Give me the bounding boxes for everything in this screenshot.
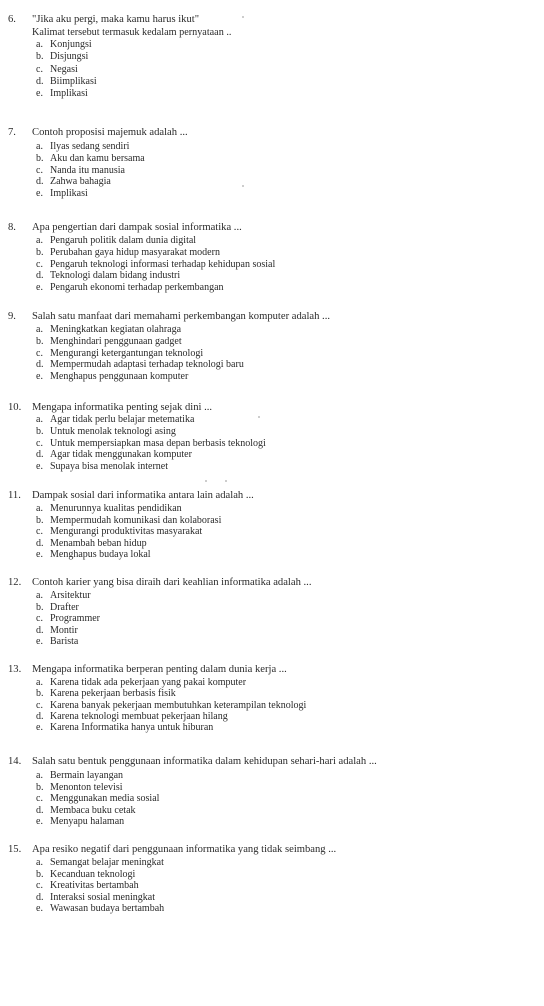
option-a — [36, 770, 159, 782]
question-subtext: Kalimat tersebut termasuk kedalam pernyataan .. — [32, 27, 232, 38]
option-text: Membaca buku cetak — [50, 804, 136, 816]
option-text: Interaksi sosial meningkat — [50, 891, 155, 903]
option-b — [36, 602, 100, 614]
option-e — [36, 816, 159, 828]
option-a — [36, 324, 244, 336]
option-text: Ilyas sedang sendiri — [50, 141, 130, 152]
option-letter: d. — [36, 624, 44, 636]
option-e — [36, 549, 221, 561]
option-text: Arsitektur — [50, 590, 91, 601]
scan-speck — [258, 416, 260, 418]
option-a — [36, 39, 97, 51]
option-d — [36, 76, 97, 88]
option-list — [36, 141, 145, 200]
option-text: Drafter — [50, 601, 79, 613]
option-letter: c. — [36, 880, 43, 892]
option-letter: d. — [36, 449, 44, 461]
option-letter: b. — [36, 335, 44, 347]
option-c — [36, 64, 97, 76]
option-text: Mengurangi ketergantungan teknologi — [50, 347, 204, 359]
option-letter: a. — [36, 39, 43, 50]
question-stem — [8, 222, 242, 234]
question-stem — [8, 756, 377, 768]
question-number: 11. — [8, 490, 21, 501]
option-letter: e. — [36, 722, 43, 734]
option-e — [36, 371, 244, 383]
option-letter: d. — [36, 176, 44, 188]
scan-speck — [225, 480, 227, 482]
option-letter: b. — [36, 781, 44, 793]
option-b — [36, 336, 244, 348]
option-e — [36, 88, 97, 100]
question-number: 14. — [8, 756, 22, 767]
question-text: Contoh proposisi majemuk adalah ... — [32, 127, 188, 138]
option-letter: d. — [36, 891, 44, 903]
option-text: Menggunakan media sosial — [50, 793, 160, 805]
option-c — [36, 438, 266, 450]
option-e — [36, 903, 164, 915]
option-text: Menyapu halaman — [50, 816, 125, 828]
option-list — [36, 857, 164, 915]
option-b — [36, 51, 97, 63]
option-text: Mempermudah komunikasi dan kolaborasi — [50, 514, 222, 526]
option-e — [36, 461, 266, 473]
option-letter: b. — [36, 425, 44, 437]
option-d — [36, 270, 275, 282]
option-letter: c. — [36, 164, 43, 176]
question-text: Salah satu bentuk penggunaan informatika dalam kehidupan sehari-hari adalah ... — [32, 756, 377, 767]
option-text: Aku dan kamu bersama — [50, 152, 145, 164]
option-letter: e. — [36, 549, 43, 561]
option-c — [36, 613, 100, 625]
option-list — [36, 39, 97, 100]
option-letter: b. — [36, 601, 44, 613]
option-letter: b. — [36, 51, 44, 63]
option-text: Wawasan budaya bertambah — [50, 903, 165, 915]
option-text: Implikasi — [50, 188, 88, 200]
option-letter: a. — [36, 324, 43, 335]
question-stem — [8, 402, 212, 414]
question-text: Salah satu manfaat dari memahami perkembangan komputer adalah ... — [32, 311, 330, 322]
option-c — [36, 700, 306, 711]
option-list — [36, 503, 221, 561]
option-c — [36, 348, 244, 360]
option-letter: a. — [36, 503, 43, 514]
option-letter: a. — [36, 590, 43, 601]
option-letter: e. — [36, 371, 43, 383]
option-e — [36, 636, 100, 648]
option-d — [36, 805, 159, 817]
option-a — [36, 677, 306, 688]
option-text: Nanda itu manusia — [50, 164, 125, 176]
option-a — [36, 590, 100, 602]
option-text: Untuk menolak teknologi asing — [50, 425, 176, 437]
option-list — [36, 414, 266, 473]
option-a — [36, 503, 221, 515]
option-a — [36, 414, 266, 426]
question-stem — [8, 490, 254, 502]
option-list — [36, 324, 244, 383]
option-letter: d. — [36, 710, 44, 722]
option-letter: d. — [36, 75, 44, 87]
option-text: Bermain layangan — [50, 770, 124, 781]
question-stem — [8, 577, 311, 589]
question-text: Mengapa informatika berperan penting dalam dunia kerja ... — [32, 664, 287, 675]
option-c — [36, 880, 164, 892]
option-text: Pengaruh politik dalam dunia digital — [50, 235, 197, 246]
question-number: 15. — [8, 844, 22, 855]
option-text: Karena teknologi membuat pekerjaan hilang — [50, 710, 228, 722]
option-text: Menghapus penggunaan komputer — [50, 371, 189, 383]
option-letter: d. — [36, 537, 44, 549]
option-letter: c. — [36, 437, 43, 449]
question-stem — [8, 844, 336, 856]
question-number: 13. — [8, 664, 22, 675]
scan-speck — [242, 185, 244, 187]
option-text: Agar tidak perlu belajar metematika — [50, 414, 195, 425]
option-d — [36, 625, 100, 637]
option-letter: c. — [36, 63, 43, 75]
option-letter: c. — [36, 526, 43, 538]
option-text: Teknologi dalam bidang industri — [50, 270, 181, 282]
option-letter: a. — [36, 770, 43, 781]
option-list — [36, 770, 159, 828]
option-text: Perubahan gaya hidup masyarakat modern — [50, 246, 220, 258]
option-list — [36, 235, 275, 294]
option-letter: b. — [36, 688, 44, 700]
question-text: Mengapa informatika penting sejak dini ... — [32, 402, 213, 413]
option-d — [36, 449, 266, 461]
option-letter: c. — [36, 258, 43, 270]
option-letter: c. — [36, 347, 43, 359]
option-text: Konjungsi — [50, 39, 92, 50]
option-letter: e. — [36, 903, 43, 915]
option-list — [36, 590, 100, 648]
option-b — [36, 247, 275, 259]
option-letter: b. — [36, 868, 44, 880]
question-number: 9. — [8, 311, 16, 322]
option-text: Mempermudah adaptasi terhadap teknologi baru — [50, 359, 244, 371]
option-b — [36, 688, 306, 699]
option-letter: e. — [36, 816, 43, 828]
option-text: Implikasi — [50, 88, 88, 100]
option-d — [36, 176, 145, 188]
option-c — [36, 165, 145, 177]
option-text: Montir — [50, 624, 78, 636]
option-letter: a. — [36, 414, 43, 425]
option-c — [36, 259, 275, 271]
option-text: Agar tidak menggunakan komputer — [50, 449, 192, 461]
option-text: Karena Informatika hanya untuk hiburan — [50, 722, 214, 734]
option-list — [36, 677, 306, 733]
option-c — [36, 793, 159, 805]
option-letter: a. — [36, 677, 43, 688]
question-stem — [8, 311, 330, 323]
question-number: 12. — [8, 577, 22, 588]
option-text: Kecanduan teknologi — [50, 868, 136, 880]
option-letter: a. — [36, 235, 43, 246]
option-text: Semangat belajar meningkat — [50, 857, 164, 868]
option-text: Kreativitas bertambah — [50, 880, 139, 892]
option-text: Biimplikasi — [50, 75, 97, 87]
scan-speck — [242, 16, 244, 18]
option-text: Karena pekerjaan berbasis fisik — [50, 688, 176, 700]
option-text: Supaya bisa menolak internet — [50, 461, 169, 473]
option-text: Untuk mempersiapkan masa depan berbasis teknologi — [50, 437, 266, 449]
option-letter: e. — [36, 88, 43, 100]
option-b — [36, 515, 221, 527]
option-text: Pengaruh ekonomi terhadap perkembangan — [50, 282, 224, 294]
option-letter: b. — [36, 246, 44, 258]
option-letter: d. — [36, 804, 44, 816]
option-letter: e. — [36, 461, 43, 473]
option-text: Barista — [50, 636, 79, 648]
option-b — [36, 869, 164, 881]
question-stem — [8, 14, 199, 26]
question-number: 7. — [8, 127, 16, 138]
option-e — [36, 282, 275, 294]
question-stem — [8, 664, 287, 676]
option-letter: b. — [36, 152, 44, 164]
option-text: Mengurangi produktivitas masyarakat — [50, 526, 203, 538]
option-letter: e. — [36, 188, 43, 200]
question-text: Contoh karier yang bisa diraih dari keahlian informatika adalah ... — [32, 577, 312, 588]
option-text: Menonton televisi — [50, 781, 123, 793]
option-letter: c. — [36, 613, 43, 625]
option-b — [36, 782, 159, 794]
option-text: Zahwa bahagia — [50, 176, 111, 188]
option-letter: b. — [36, 514, 44, 526]
option-letter: d. — [36, 359, 44, 371]
option-d — [36, 711, 306, 722]
option-e — [36, 188, 145, 200]
question-number: 6. — [8, 14, 16, 25]
question-text: Dampak sosial dari informatika antara lain adalah ... — [32, 490, 254, 501]
question-number: 10. — [8, 402, 22, 413]
option-letter: c. — [36, 793, 43, 805]
option-letter: e. — [36, 636, 43, 648]
option-letter: c. — [36, 699, 43, 711]
option-a — [36, 141, 145, 153]
option-text: Meningkatkan kegiatan olahraga — [50, 324, 182, 335]
option-text: Karena banyak pekerjaan membutuhkan keterampilan teknologi — [50, 699, 307, 711]
option-d — [36, 359, 244, 371]
option-letter: d. — [36, 270, 44, 282]
option-text: Menghapus budaya lokal — [50, 549, 151, 561]
option-text: Disjungsi — [50, 51, 89, 63]
option-a — [36, 857, 164, 869]
option-a — [36, 235, 275, 247]
scan-speck — [205, 480, 207, 482]
option-text: Programmer — [50, 613, 100, 625]
question-stem — [8, 127, 188, 139]
option-text: Karena tidak ada pekerjaan yang pakai komputer — [50, 677, 247, 688]
option-text: Menghindari penggunaan gadget — [50, 335, 182, 347]
question-text: Apa resiko negatif dari penggunaan informatika yang tidak seimbang ... — [32, 844, 337, 855]
option-b — [36, 426, 266, 438]
option-text: Negasi — [50, 63, 78, 75]
option-b — [36, 153, 145, 165]
option-d — [36, 892, 164, 904]
option-text: Pengaruh teknologi informasi terhadap kehidupan sosial — [50, 258, 276, 270]
option-c — [36, 526, 221, 538]
option-text: Menurunnya kualitas pendidikan — [50, 503, 182, 514]
question-number: 8. — [8, 222, 16, 233]
option-letter: e. — [36, 282, 43, 294]
option-letter: a. — [36, 141, 43, 152]
option-text: Menambah beban hidup — [50, 537, 147, 549]
question-text: Apa pengertian dari dampak sosial informatika ... — [32, 222, 242, 233]
option-e — [36, 722, 306, 733]
question-text: "Jika aku pergi, maka kamu harus ikut" — [32, 14, 200, 25]
option-letter: a. — [36, 857, 43, 868]
option-d — [36, 538, 221, 550]
